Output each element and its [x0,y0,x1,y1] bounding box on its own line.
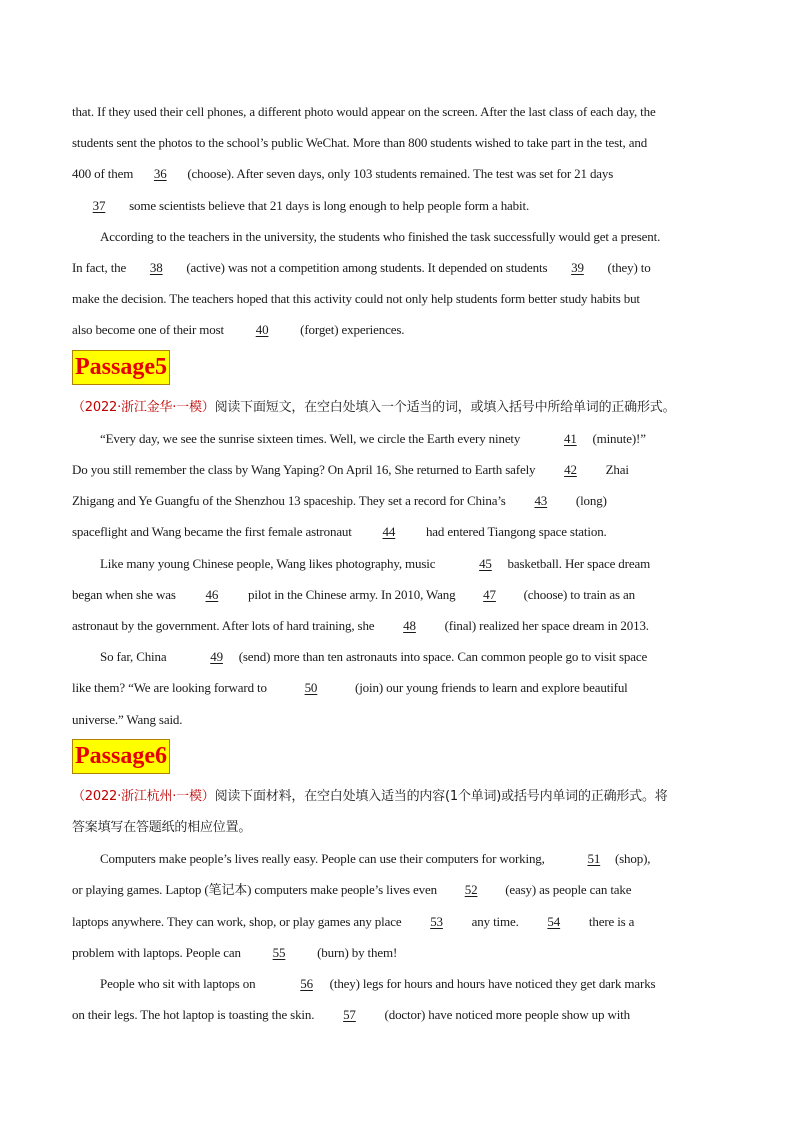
paragraph [72,485,728,516]
text: (send) more than ten astronauts into space. Can common people go to visit space [235,649,648,665]
passage-instruction [72,781,728,812]
text: also become one of their most [72,322,228,338]
text: spaceflight and Wang became the first female astronaut [72,524,355,540]
paragraph [72,937,728,968]
blank-42[interactable]: 42 [564,462,577,478]
blank-55[interactable]: 55 [272,944,286,960]
text: So far, China [100,649,170,665]
text: any time. [468,913,522,929]
passage-instruction [72,812,728,843]
paragraph [72,127,728,158]
blank-54[interactable]: 54 [547,913,561,929]
instruction-text: 答案填写在答题纸的相应位置。 [72,820,252,836]
text: (burn) by them! [313,944,398,960]
blank-38[interactable]: 38 [149,260,163,276]
text: pilot in the Chinese army. In 2010, Wang [244,586,459,602]
blank-40[interactable]: 40 [255,322,269,338]
text: (long) [572,493,607,509]
text: (choose). After seven days, only 103 students remained. The test was set for 21 days [184,166,614,182]
paragraph [72,999,728,1030]
blank-45[interactable]: 45 [479,555,492,571]
text: (final) realized her space dream in 2013. [441,618,649,634]
text: In fact, the [72,260,130,276]
blank-37[interactable]: 37 [92,197,106,213]
paragraph [72,906,728,937]
text: (they) legs for hours and hours have noticed they get dark marks [326,976,656,992]
passage-instruction [72,392,728,423]
text: (shop), [611,851,651,867]
text: People who sit with laptops on [100,976,259,992]
text: on their legs. The hot laptop is toasting the skin. [72,1007,318,1023]
passage-heading [72,739,728,775]
text: there is a [585,913,635,929]
text: problem with laptops. People can [72,944,244,960]
blank-39[interactable]: 39 [571,260,584,276]
text: began when she was [72,586,179,602]
text: (minute)!” [589,430,646,446]
paragraph [72,672,728,703]
paragraph [72,158,728,189]
text: “Every day, we see the sunrise sixteen times. Well, we circle the Earth every ninety [100,430,524,446]
passage-heading [72,350,728,386]
paragraph [72,283,728,314]
text: had entered Tiangong space station. [422,524,607,540]
source-label: （2022·浙江杭州·一模） [72,788,215,804]
paragraph [72,454,728,485]
paragraph [72,548,728,579]
text: 400 of them [72,166,137,182]
paragraph [72,96,728,127]
instruction-text: 阅读下面短文，在空白处填入一个适当的词，或填入括号中所给单词的正确形式。 [214,399,676,415]
text: or playing games. Laptop (笔记本) computers make people’s lives even [72,882,441,898]
paragraph [72,190,728,221]
text: (choose) to train as an [520,586,635,602]
text: Zhai [602,462,629,478]
blank-51[interactable]: 51 [587,851,601,867]
blank-53[interactable]: 53 [430,913,443,929]
blank-48[interactable]: 48 [403,618,416,634]
text: According to the teachers in the university, the students who finished the task successfully would get a present. [100,228,661,244]
text: Zhigang and Ye Guangfu of the Shenzhou 13 spaceship. They set a record for China’s [72,493,509,509]
blank-49[interactable]: 49 [210,649,223,665]
text: (active) was not a competition among students. It depended on students [183,260,551,276]
text: Like many young Chinese people, Wang likes photography, music [100,555,439,571]
paragraph [72,516,728,547]
instruction-text: 阅读下面材料，在空白处填入适当的内容(1个单词)或括号内单词的正确形式。将 [214,788,668,804]
text: make the decision. The teachers hoped that this activity could not only help students form better study habits but [72,291,640,307]
paragraph [72,252,728,283]
text: that. If they used their cell phones, a different photo would appear on the screen. After the last class of each day, the [72,104,656,119]
paragraph [72,579,728,610]
blank-44[interactable]: 44 [382,524,396,540]
text: students sent the photos to the school’s public WeChat. More than 800 students wished to take part in the test, and [72,135,648,151]
text: (join) our young friends to learn and explore beautiful [351,680,628,696]
text: (easy) as people can take [502,882,632,898]
blank-56[interactable]: 56 [300,976,313,992]
paragraph [72,221,728,252]
blank-36[interactable]: 36 [153,166,167,182]
passage-title: Passage5 [72,350,170,385]
blank-52[interactable]: 52 [464,882,478,898]
paragraph [72,704,728,735]
text: like them? “We are looking forward to [72,680,270,696]
source-label: （2022·浙江金华·一模） [72,399,215,415]
paragraph [72,314,728,345]
text: basketball. Her space dream [504,555,651,571]
paragraph [72,843,728,874]
page-content [72,96,728,1030]
text: some scientists believe that 21 days is long enough to help people form a habit. [126,197,530,213]
blank-46[interactable]: 46 [205,586,219,602]
text: Do you still remember the class by Wang Yaping? On April 16, She returned to Earth safely [72,462,539,478]
text: Computers make people’s lives really easy. People can use their computers for working, [100,851,548,867]
text: universe.” Wang said. [72,711,183,727]
blank-47[interactable]: 47 [483,586,496,602]
blank-41[interactable]: 41 [564,430,577,446]
passage-title: Passage6 [72,739,170,774]
text: (they) to [604,260,651,276]
paragraph [72,968,728,999]
blank-43[interactable]: 43 [534,493,548,509]
paragraph [72,641,728,672]
paragraph [72,423,728,454]
text: (forget) experiences. [297,322,405,338]
text: astronaut by the government. After lots of hard training, she [72,618,378,634]
paragraph [72,874,728,905]
paragraph [72,610,728,641]
blank-57[interactable]: 57 [343,1007,356,1023]
text: laptops anywhere. They can work, shop, or play games any place [72,913,405,929]
blank-50[interactable]: 50 [304,680,318,696]
text: (doctor) have noticed more people show up with [381,1007,630,1023]
